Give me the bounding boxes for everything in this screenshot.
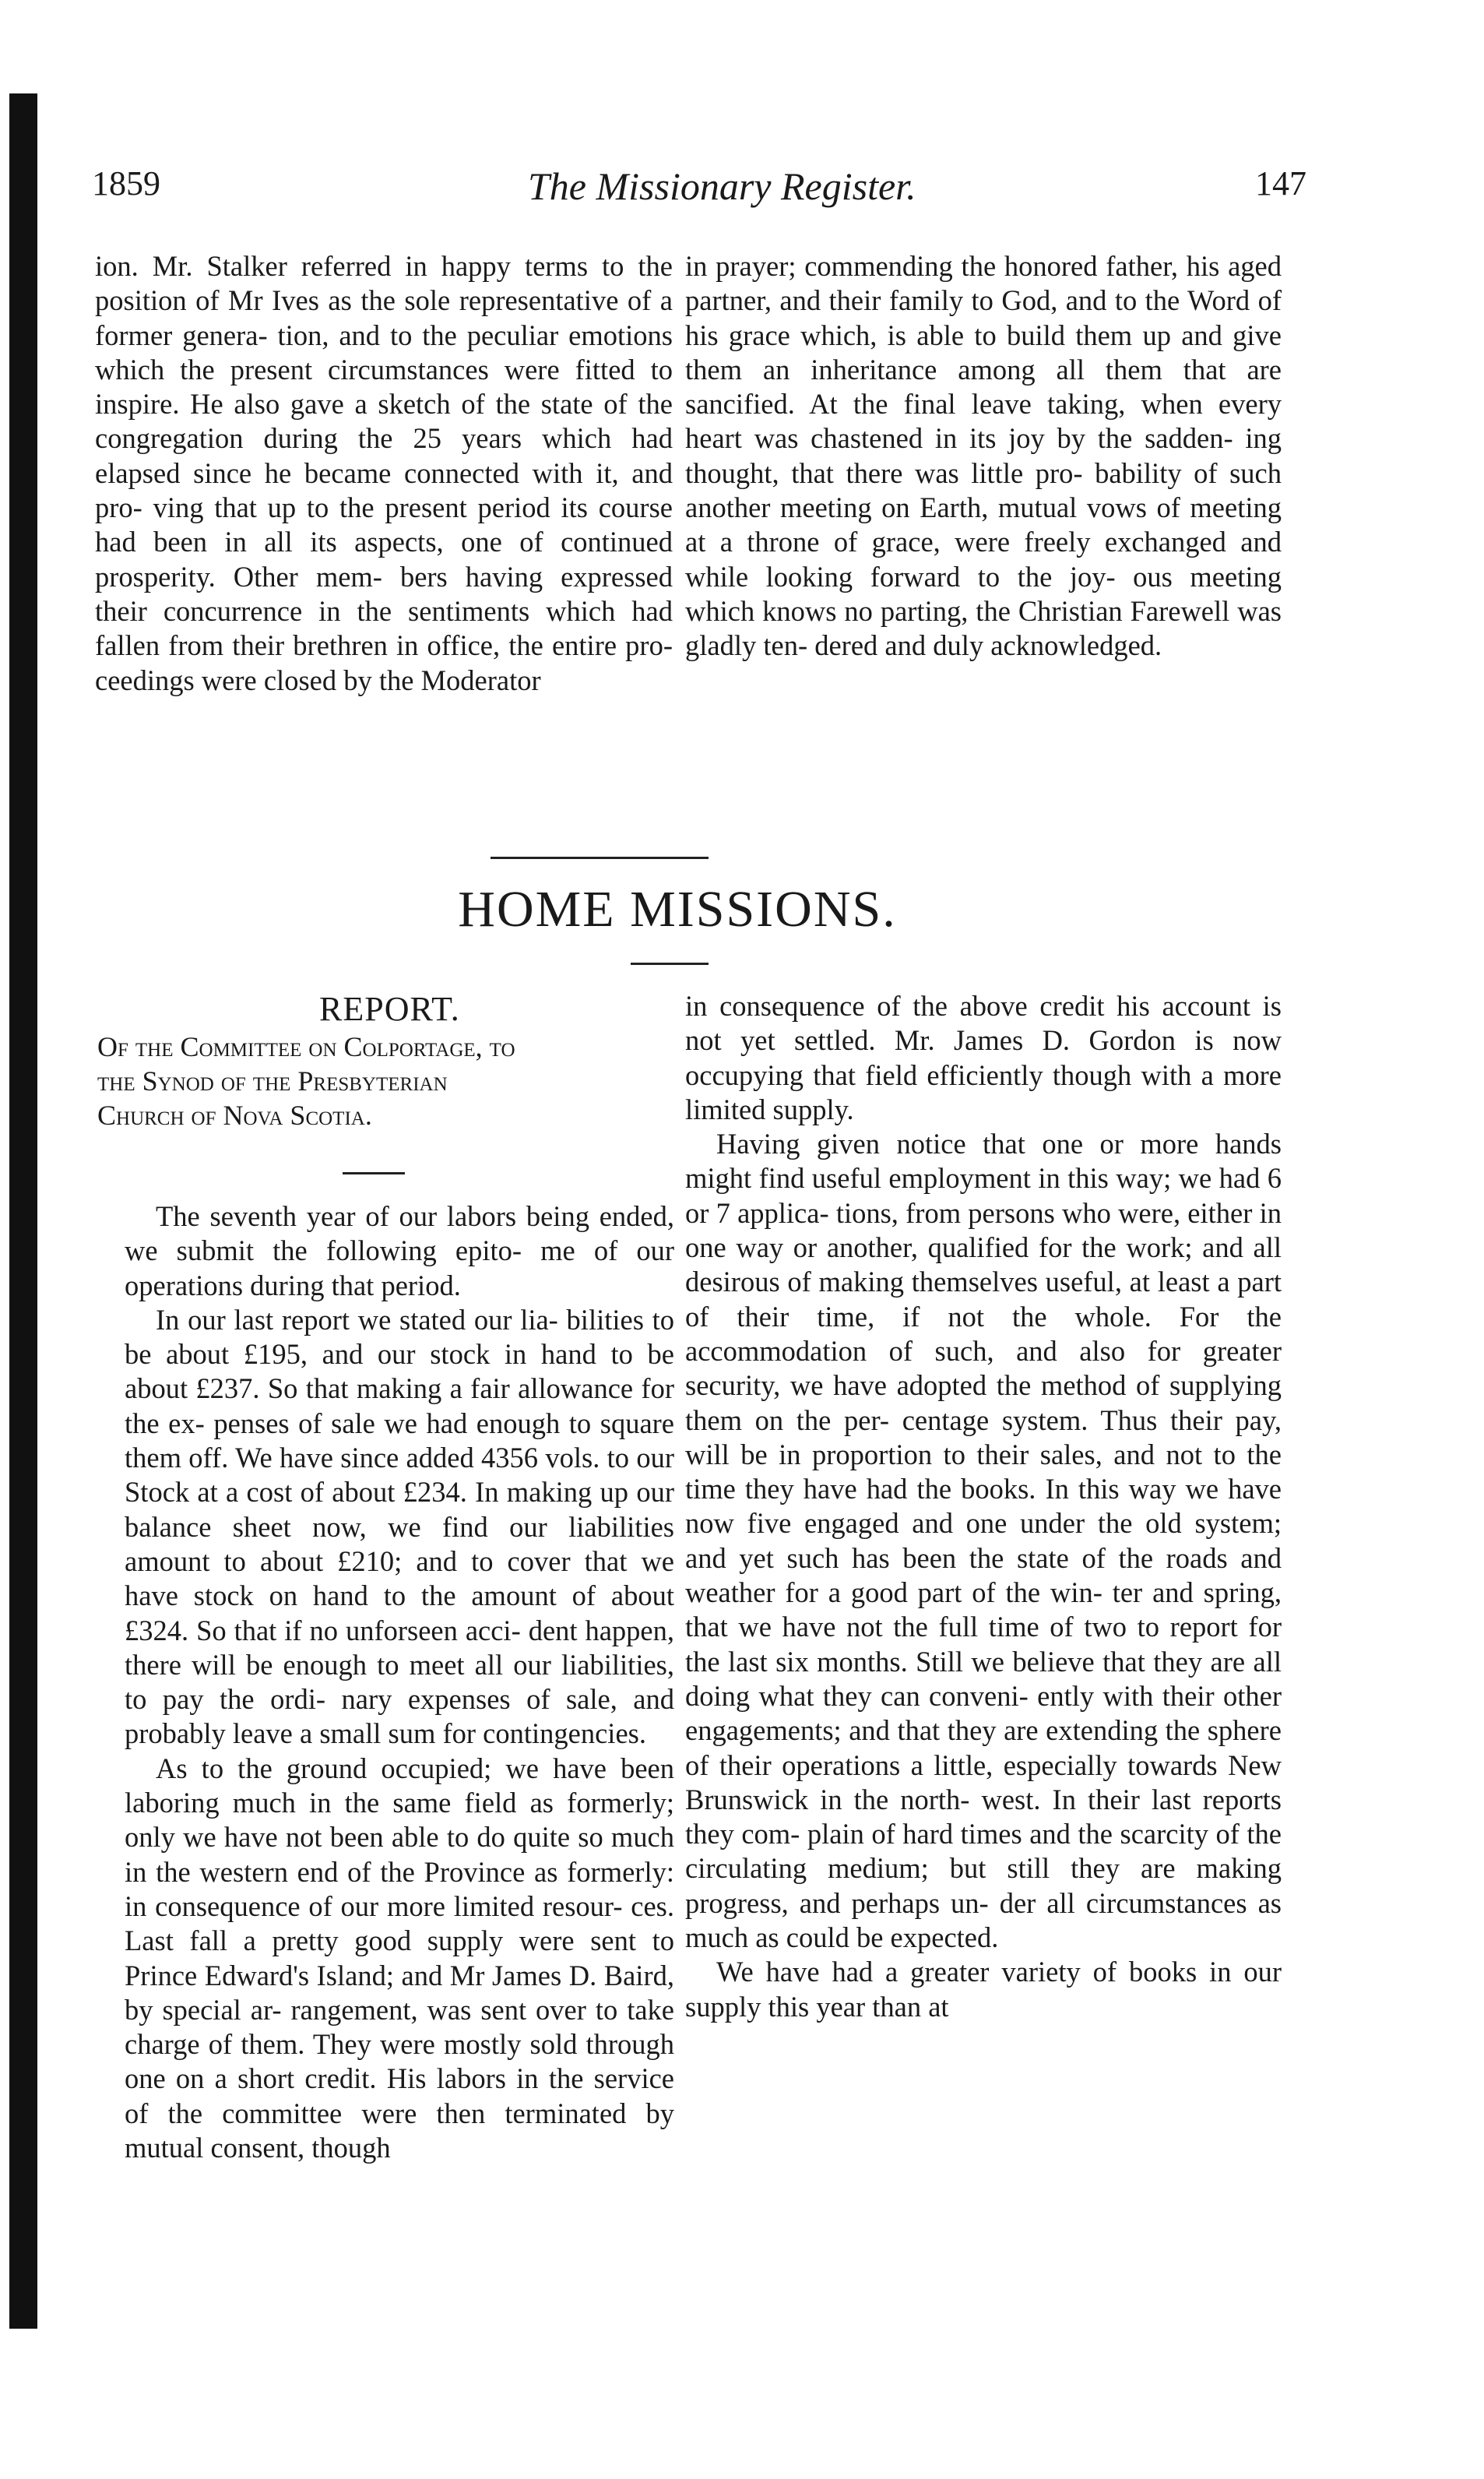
- text-line: their brethren in office, the entire pro-: [232, 629, 673, 662]
- text-line: We have had a greater variety of: [716, 1956, 1129, 1988]
- text-line: greater security, we have adopted the: [685, 1334, 1282, 1402]
- text-line: he became connected with it, and pro-: [95, 456, 673, 524]
- text-line: such has been the state of the roads: [786, 1541, 1241, 1574]
- text-line: tions, from persons who were, either in: [835, 1196, 1282, 1229]
- text-line: bers having expressed their concurrence: [95, 560, 673, 627]
- text-line: be in proportion to their sales, and: [740, 1438, 1166, 1470]
- text-line: the Christian Farewell was gladly ten-: [685, 594, 1282, 662]
- top-left-paragraph: [95, 249, 673, 698]
- text-line: ces. Last fall a pretty good supply: [125, 1889, 674, 1957]
- text-line: the service of the committee were then: [125, 2062, 674, 2129]
- text-line: sole representative of a former genera-: [95, 284, 673, 351]
- text-line: in the sentiments which had fallen from: [95, 594, 673, 662]
- text-line: throne of grace, were freely exchanged: [747, 526, 1241, 558]
- top-left-column: [95, 249, 673, 698]
- text-line: themselves useful, at least a part of: [685, 1266, 1282, 1333]
- text-line: able to do quite so much in the western: [125, 1821, 674, 1888]
- page-number: 147: [1255, 164, 1306, 202]
- text-line: accommodation of such, and also for: [685, 1334, 1203, 1367]
- text-line: account is not yet settled. Mr. James: [685, 990, 1282, 1057]
- text-line: ous meeting which knows no parting,: [685, 560, 1282, 627]
- text-line: and that they are extending the sphere: [849, 1714, 1282, 1747]
- report-paragraph: [685, 1955, 1282, 2024]
- text-line: of the state of the congregation during: [95, 388, 673, 455]
- text-line: penses of sale we had enough to square: [213, 1407, 674, 1439]
- report-paragraph: [685, 989, 1282, 1127]
- text-line: books in our supply this year than at: [685, 1956, 1282, 2023]
- text-line: bilities to be about £195, and our: [125, 1303, 675, 1371]
- text-line: ently with their other engagements;: [685, 1679, 1282, 1747]
- text-line: towards New Brunswick in the north-: [685, 1748, 1282, 1815]
- text-line: west. In their last reports they com-: [685, 1783, 1282, 1850]
- text-line: D. Gordon is now occupying that field: [685, 1024, 1282, 1091]
- text-line: fitted to inspire. He also gave a sketch: [95, 353, 673, 421]
- text-line: stock on hand to the amount of about: [193, 1579, 674, 1612]
- text-line: about £210; and to cover that we have: [125, 1544, 675, 1612]
- header-year: 1859: [92, 164, 160, 202]
- top-right-column: [685, 249, 1282, 664]
- text-line: not to the time they have had the books.: [685, 1438, 1282, 1505]
- text-line: Having given notice that one or more: [716, 1128, 1215, 1160]
- text-line: In this way we have now five engaged: [685, 1473, 1282, 1540]
- report-right-column: [685, 989, 1282, 2024]
- text-line: the 25 years which had elapsed since: [95, 422, 673, 489]
- top-right-paragraph: [685, 249, 1282, 664]
- report-paragraph: [685, 1127, 1282, 1955]
- text-line: them off. We have since added 4356: [125, 1442, 546, 1474]
- text-line: tion, and to the peculiar emotions: [277, 319, 673, 351]
- text-line: work; and all desirous of making: [685, 1231, 1282, 1298]
- text-line: ter and spring, that we have not the: [685, 1576, 1282, 1643]
- text-line: The seventh year of our labors being: [156, 1200, 600, 1232]
- text-line: stock in hand to be about £237. So: [125, 1338, 674, 1405]
- text-line: and while looking forward to the joy-: [685, 526, 1282, 593]
- report-title: REPORT.: [319, 990, 460, 1028]
- text-line: ceedings were closed by the Moderator: [95, 664, 541, 696]
- text-line: father, his aged partner, and their: [685, 250, 1282, 317]
- report-paragraph: [125, 1752, 674, 2166]
- text-line: six months. Still we believe that they: [775, 1645, 1211, 1678]
- text-line: dent happen, there will be enough to: [125, 1614, 675, 1681]
- text-line: terminated by mutual consent, though: [125, 2097, 674, 2164]
- subtitle-line: the Synod of the Presbyterian: [97, 1065, 448, 1097]
- text-line: bability of such another meeting on: [685, 456, 1282, 524]
- subtitle-line: Church of Nova Scotia.: [97, 1100, 372, 1131]
- report-left-column: [125, 1199, 674, 2165]
- text-line: as formerly; only we have not been: [125, 1787, 675, 1854]
- text-line: plain of hard times and the scarcity of: [807, 1818, 1247, 1850]
- text-line: in this way; we had 6 or 7 applica-: [685, 1162, 1282, 1229]
- text-line: dered and duly acknowledged.: [814, 629, 1162, 662]
- subtitle-divider: [343, 1172, 405, 1174]
- text-line: course had been in all its aspects, one: [95, 491, 673, 558]
- text-line: As to the ground occupied; we have: [156, 1752, 621, 1784]
- report-subtitle: [97, 1030, 673, 1132]
- text-line: end of the Province as formerly: in: [125, 1855, 674, 1922]
- section-divider: [491, 857, 709, 859]
- text-line: efficiently though with a more limited: [685, 1058, 1282, 1125]
- text-line: and weather for a good part of the win-: [685, 1541, 1282, 1609]
- text-line: centage system. Thus their pay, will: [685, 1403, 1282, 1470]
- text-line: one way or another, qualified for the: [685, 1231, 1127, 1264]
- text-line: ing thought, that there was little pro-: [685, 422, 1282, 489]
- binding-shadow: [9, 93, 37, 2329]
- text-line: their time, if not the whole. For the: [737, 1300, 1282, 1333]
- text-line: the circulating medium; but still they: [685, 1818, 1282, 1885]
- text-line: ion. Mr. Stalker referred in happy: [95, 250, 525, 282]
- text-line: ving that up to the present period its: [153, 491, 599, 524]
- text-line: terms to the position of Mr Ives as the: [95, 250, 673, 317]
- journal-title: The Missionary Register.: [528, 164, 916, 208]
- running-header: [92, 164, 1306, 218]
- report-paragraph: [125, 1199, 674, 1303]
- title-underline: [631, 963, 709, 965]
- text-line: £324. So that if no unforseen acci-: [125, 1614, 529, 1646]
- text-line: was chastened in its joy by the sadden-: [754, 422, 1246, 455]
- text-line: and one under the old system; and yet: [685, 1507, 1282, 1574]
- text-line: consequence of our more limited resour-: [155, 1889, 631, 1922]
- text-line: and Mr James D. Baird, by special ar-: [125, 1959, 674, 2026]
- text-line: In our last report we stated our lia-: [156, 1303, 567, 1336]
- text-line: nary expenses of sale, and probably: [125, 1683, 675, 1750]
- text-line: hands might find useful employment: [685, 1128, 1282, 1195]
- text-line: that making a fair allowance for the ex-: [125, 1372, 674, 1439]
- text-line: been laboring much in the same field: [125, 1752, 674, 1819]
- text-line: meet all our liabilities, to pay the ordi-: [125, 1648, 674, 1716]
- section-title: HOME MISSIONS.: [458, 881, 897, 938]
- text-line: rangement, was sent over to take charge: [125, 1993, 675, 2061]
- text-line: £234. In making up our balance sheet: [125, 1476, 674, 1543]
- text-line: all them that are sancified. At the: [685, 353, 1282, 421]
- text-line: and give them an inheritance among: [685, 319, 1282, 386]
- text-line: in consequence of the above credit his: [685, 990, 1162, 1022]
- text-line: final leave taking, when every heart: [685, 388, 1282, 455]
- text-line: of them. They were mostly sold through: [208, 2028, 675, 2061]
- text-line: grace which, is able to build them up: [728, 319, 1182, 351]
- text-line: which the present circumstances were: [95, 353, 575, 386]
- text-line: of their operations a little, especially: [685, 1748, 1128, 1781]
- text-line: ended, we submit the following epito-: [125, 1200, 674, 1267]
- text-line: der all circumstances as much as could: [685, 1886, 1282, 1954]
- text-line: leave a small sum for contingencies.: [232, 1717, 646, 1750]
- report-paragraph: [125, 1303, 674, 1752]
- text-line: of continued prosperity. Other mem-: [95, 526, 673, 593]
- text-line: method of supplying them on the per-: [685, 1369, 1282, 1436]
- text-line: vols. to our Stock at a cost of about: [125, 1442, 674, 1509]
- text-line: full time of two to report for the last: [685, 1611, 1282, 1678]
- text-line: were sent to Prince Edward's Island;: [125, 1924, 674, 1991]
- text-line: supply.: [772, 1093, 854, 1125]
- text-line: are all doing what they can conveni-: [685, 1645, 1282, 1712]
- text-line: are making progress, and perhaps un-: [685, 1852, 1282, 1919]
- text-line: now, we find our liabilities amount to: [125, 1510, 674, 1577]
- text-line: be expected.: [856, 1921, 999, 1954]
- text-line: Earth, mutual vows of meeting at a: [685, 491, 1282, 558]
- subtitle-line: Of the Committee on Colportage, to: [97, 1031, 515, 1062]
- text-line: in prayer; commending the honored: [685, 250, 1106, 282]
- text-line: me of our operations during that period.: [125, 1234, 675, 1301]
- text-line: one on a short credit. His labors in: [125, 2062, 549, 2095]
- text-line: family to God, and to the Word of his: [685, 284, 1282, 351]
